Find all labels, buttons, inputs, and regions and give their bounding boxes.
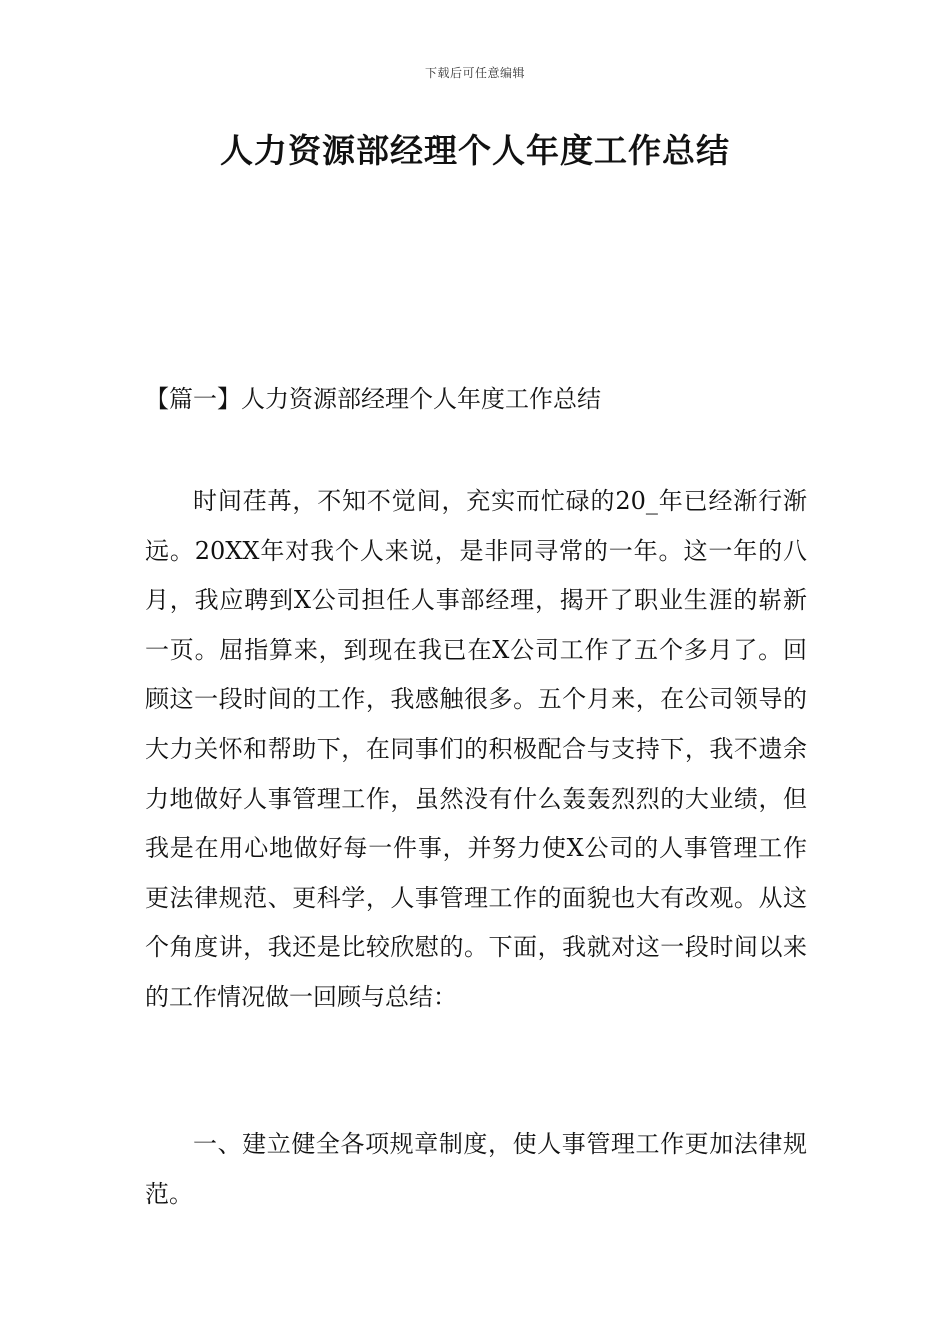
header-note: 下载后可任意编辑 (424, 66, 525, 80)
body-paragraph: 时间荏苒，不知不觉间，充实而忙碌的20_年已经渐行渐远。20XX年对我个人来说，是非同寻常的一年。这一年的八月，我应聘到X公司担任人事部经理，揭开了职业生涯的崭新一页。屈指算来，到现在我已在X公司工作了五个多月了。回顾这一段时间的工作，我感触很多。五个月来，在公司领导的大力关怀和帮助下，在同事们的积极配合与支持下，我不遗余力地做好人事管理工作，虽然没有什么轰轰烈烈的大业绩，但我是在用心地做好每一件事，并努力使X公司的人事管理工作更法律规范、更科学，人事管理工作的面貌也大有改观。从这个角度讲，我还是比较欣慰的。下面，我就对这一段时间以来的工作情况做一回顾与总结： (145, 487, 807, 1011)
document-title: 人力资源部经理个人年度工作总结 (220, 131, 730, 170)
section-heading: 【篇一】人力资源部经理个人年度工作总结 (145, 385, 601, 413)
body-paragraph: 一、建立健全各项规章制度，使人事管理工作更加法律规范。 (145, 1130, 807, 1208)
